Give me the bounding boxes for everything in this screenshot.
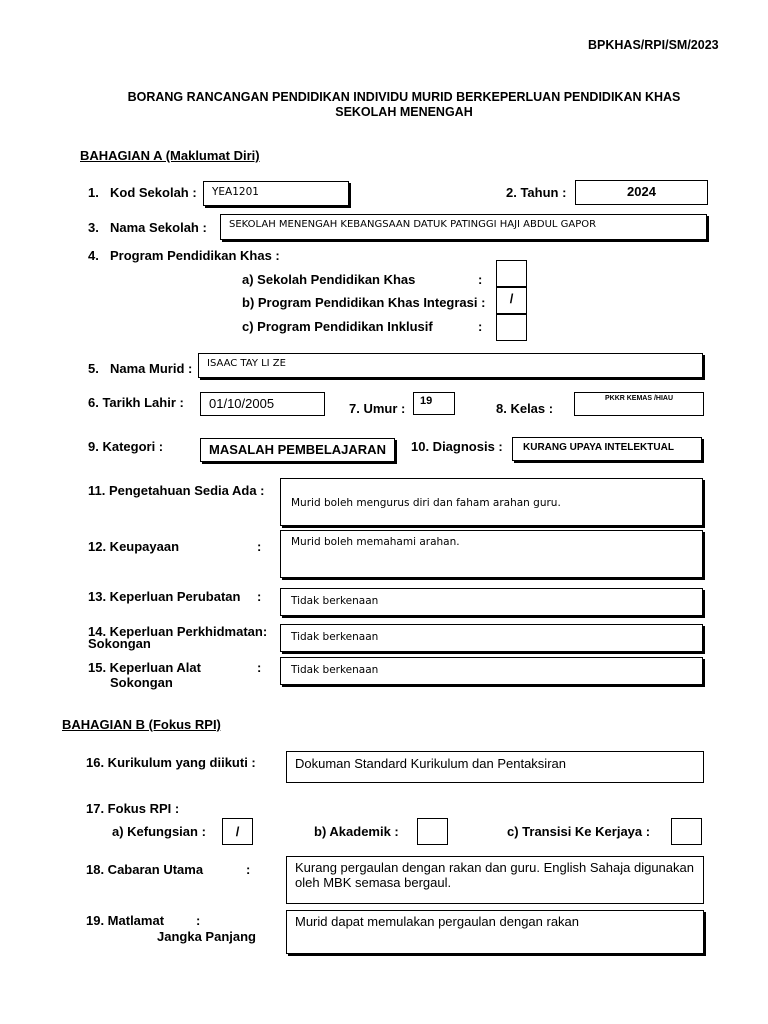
transisi-kerjaya-label: c) Transisi Ke Kerjaya : [507,824,651,839]
umur-label: 7. Umur : [349,401,406,416]
keupayaan-field[interactable]: Murid boleh memahami arahan. [280,530,703,578]
keperluan-perubatan-colon: : [257,589,262,604]
kurikulum-field[interactable]: Dokuman Standard Kurikulum dan Pentaksiran [286,751,704,783]
field-3-number: 3. [88,220,99,235]
keperluan-perkhidmatan-field[interactable]: Tidak berkenaan [280,624,703,652]
tahun-label: 2. Tahun : [506,185,567,200]
nama-sekolah-field[interactable]: SEKOLAH MENENGAH KEBANGSAAN DATUK PATINGGI HAJI ABDUL GAPOR [220,214,707,240]
document-code: BPKHAS/RPI/SM/2023 [588,38,719,52]
field-1-number: 1. [88,185,99,200]
cabaran-utama-label: 18. Cabaran Utama [86,862,204,877]
checkbox-sekolah-pendidikan-khas[interactable] [496,260,527,287]
kelas-label: 8. Kelas : [496,401,554,416]
option-program-integrasi-label: b) Program Pendidikan Khas Integrasi : [242,295,486,310]
kelas-field[interactable]: PKKR KEMAS /HIAU [574,392,704,416]
option-sekolah-pendidikan-khas-label: a) Sekolah Pendidikan Khas [242,272,416,287]
jangka-panjang-label: Jangka Panjang [157,929,256,944]
keperluan-alat-colon: : [257,660,262,675]
option-a-colon: : [478,272,483,287]
keupayaan-colon: : [257,539,262,554]
tarikh-lahir-field[interactable]: 01/10/2005 [200,392,325,416]
diagnosis-field[interactable]: KURANG UPAYA INTELEKTUAL [512,437,702,461]
nama-murid-label: Nama Murid : [110,361,193,376]
option-c-colon: : [478,319,483,334]
matlamat-field[interactable]: Murid dapat memulakan pergaulan dengan rakan [286,910,704,954]
kategori-field[interactable]: MASALAH PEMBELAJARAN [200,438,395,462]
kategori-label: 9. Kategori : [88,439,164,454]
field-5-number: 5. [88,361,99,376]
akademik-label: b) Akademik : [314,824,399,839]
kurikulum-label: 16. Kurikulum yang diikuti : [86,755,256,770]
section-a-heading: BAHAGIAN A (Maklumat Diri) [80,148,260,163]
kod-sekolah-label: Kod Sekolah : [110,185,197,200]
checkbox-kefungsian[interactable]: / [222,818,253,845]
keperluan-alat-label-line2: Sokongan [110,675,173,690]
pengetahuan-sedia-ada-label: 11. Pengetahuan Sedia Ada : [88,483,265,498]
nama-murid-field[interactable]: ISAAC TAY LI ZE [198,353,703,378]
checkbox-akademik[interactable] [417,818,448,845]
cabaran-utama-colon: : [246,862,251,877]
matlamat-label: 19. Matlamat [86,913,165,928]
fokus-rpi-label: 17. Fokus RPI : [86,801,180,816]
keperluan-alat-field[interactable]: Tidak berkenaan [280,657,703,685]
program-pendidikan-khas-label: Program Pendidikan Khas : [110,248,280,263]
tahun-field[interactable]: 2024 [575,180,708,205]
matlamat-colon: : [196,913,201,928]
keupayaan-label: 12. Keupayaan [88,539,180,554]
umur-field[interactable]: 19 [413,392,455,415]
cabaran-utama-field[interactable]: Kurang pergaulan dengan rakan dan guru. English Sahaja digunakan oleh MBK semasa bergaul. [286,856,704,904]
checkbox-program-inklusif[interactable] [496,314,527,341]
kod-sekolah-field[interactable]: YEA1201 [203,181,349,206]
keperluan-alat-label: 15. Keperluan Alat [88,660,201,675]
form-title-line2: SEKOLAH MENENGAH [335,105,473,119]
pengetahuan-sedia-ada-field[interactable]: Murid boleh mengurus diri dan faham arahan guru. [280,478,703,526]
diagnosis-label: 10. Diagnosis : [411,439,503,454]
checkbox-transisi-kerjaya[interactable] [671,818,702,845]
form-title-line1: BORANG RANCANGAN PENDIDIKAN INDIVIDU MURID BERKEPERLUAN PENDIDIKAN KHAS [127,90,681,104]
field-4-number: 4. [88,248,99,263]
tarikh-lahir-label: 6. Tarikh Lahir : [88,395,184,410]
keperluan-perkhidmatan-label: 14. Keperluan Perkhidmatan: [88,624,268,639]
option-program-inklusif-label: c) Program Pendidikan Inklusif [242,319,433,334]
section-b-heading: BAHAGIAN B (Fokus RPI) [62,717,221,732]
keperluan-perubatan-label: 13. Keperluan Perubatan [88,589,241,604]
kefungsian-label: a) Kefungsian : [112,824,206,839]
checkbox-program-integrasi[interactable]: / [496,287,527,314]
keperluan-perubatan-field[interactable]: Tidak berkenaan [280,588,703,616]
keperluan-perkhidmatan-label-line2: Sokongan [88,636,151,651]
nama-sekolah-label: Nama Sekolah : [110,220,207,235]
